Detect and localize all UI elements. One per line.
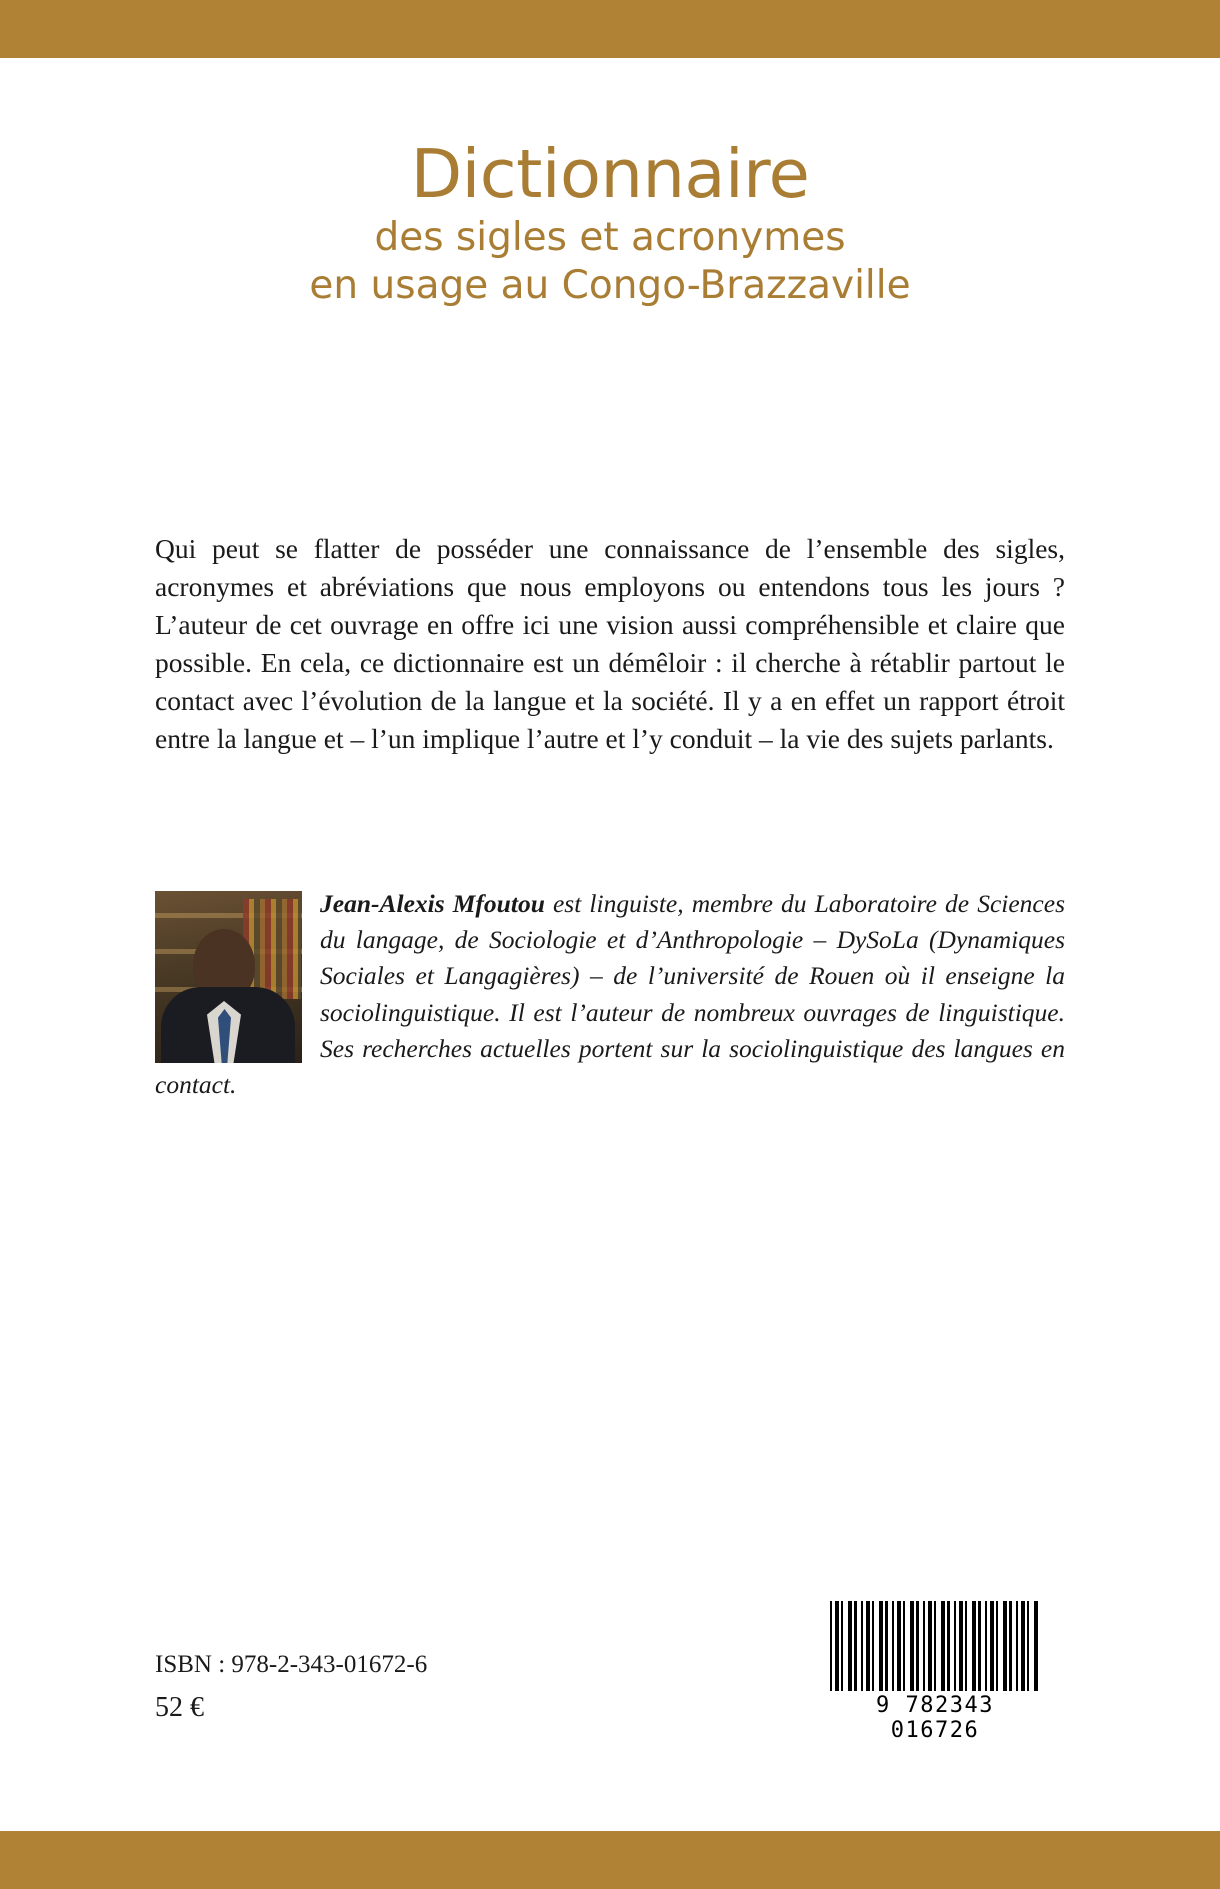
subtitle-line-2: en usage au Congo-Brazzaville	[309, 263, 911, 309]
author-name: Jean-Alexis Mfoutou	[320, 889, 545, 918]
barcode-digits: 9 782343 016726	[830, 1691, 1040, 1743]
title-block	[0, 135, 1220, 311]
price-text: 52 €	[155, 1692, 204, 1723]
book-blurb: Qui peut se flatter de posséder une connaissance de l’ensemble des sigles, acronymes et abréviations que nous employons ou entendons tous les jours ? L’auteur de cet ouvrage en offre ici une vision aussi compréhensible et claire que possible. En cela, ce dictionnaire est un démêloir : il cherche à rétablir partout le contact avec l’évolution de la langue et la société. Il y a en effet un rapport étroit entre la langue et – l’un implique l’autre et l’y conduit – la vie des sujets parlants.	[155, 533, 1065, 754]
author-biography	[155, 886, 1065, 1103]
footer-block	[155, 1563, 1075, 1773]
barcode	[830, 1601, 1040, 1749]
author-photo	[155, 891, 302, 1063]
isbn-text: ISBN : 978-2-343-01672-6	[155, 1651, 428, 1678]
page-title: Dictionnaire	[410, 135, 810, 213]
author-bio-text: est linguiste, membre du Laboratoire de Sciences du langage, de Sociologie et d’Anthropologie – DySoLa (Dynamiques Sociales et Langagières) – de l’université de Rouen où il enseigne la sociolinguistique. Il est l’auteur de nombreux ouvrages de linguistique. Ses recherches actuelles portent sur la sociolinguistique des langues en contact.	[155, 889, 1065, 1100]
subtitle-line-1: des sigles et acronymes	[374, 214, 846, 260]
cover-content	[0, 58, 1220, 1831]
bottom-color-band	[0, 1831, 1220, 1889]
top-color-band	[0, 0, 1220, 58]
